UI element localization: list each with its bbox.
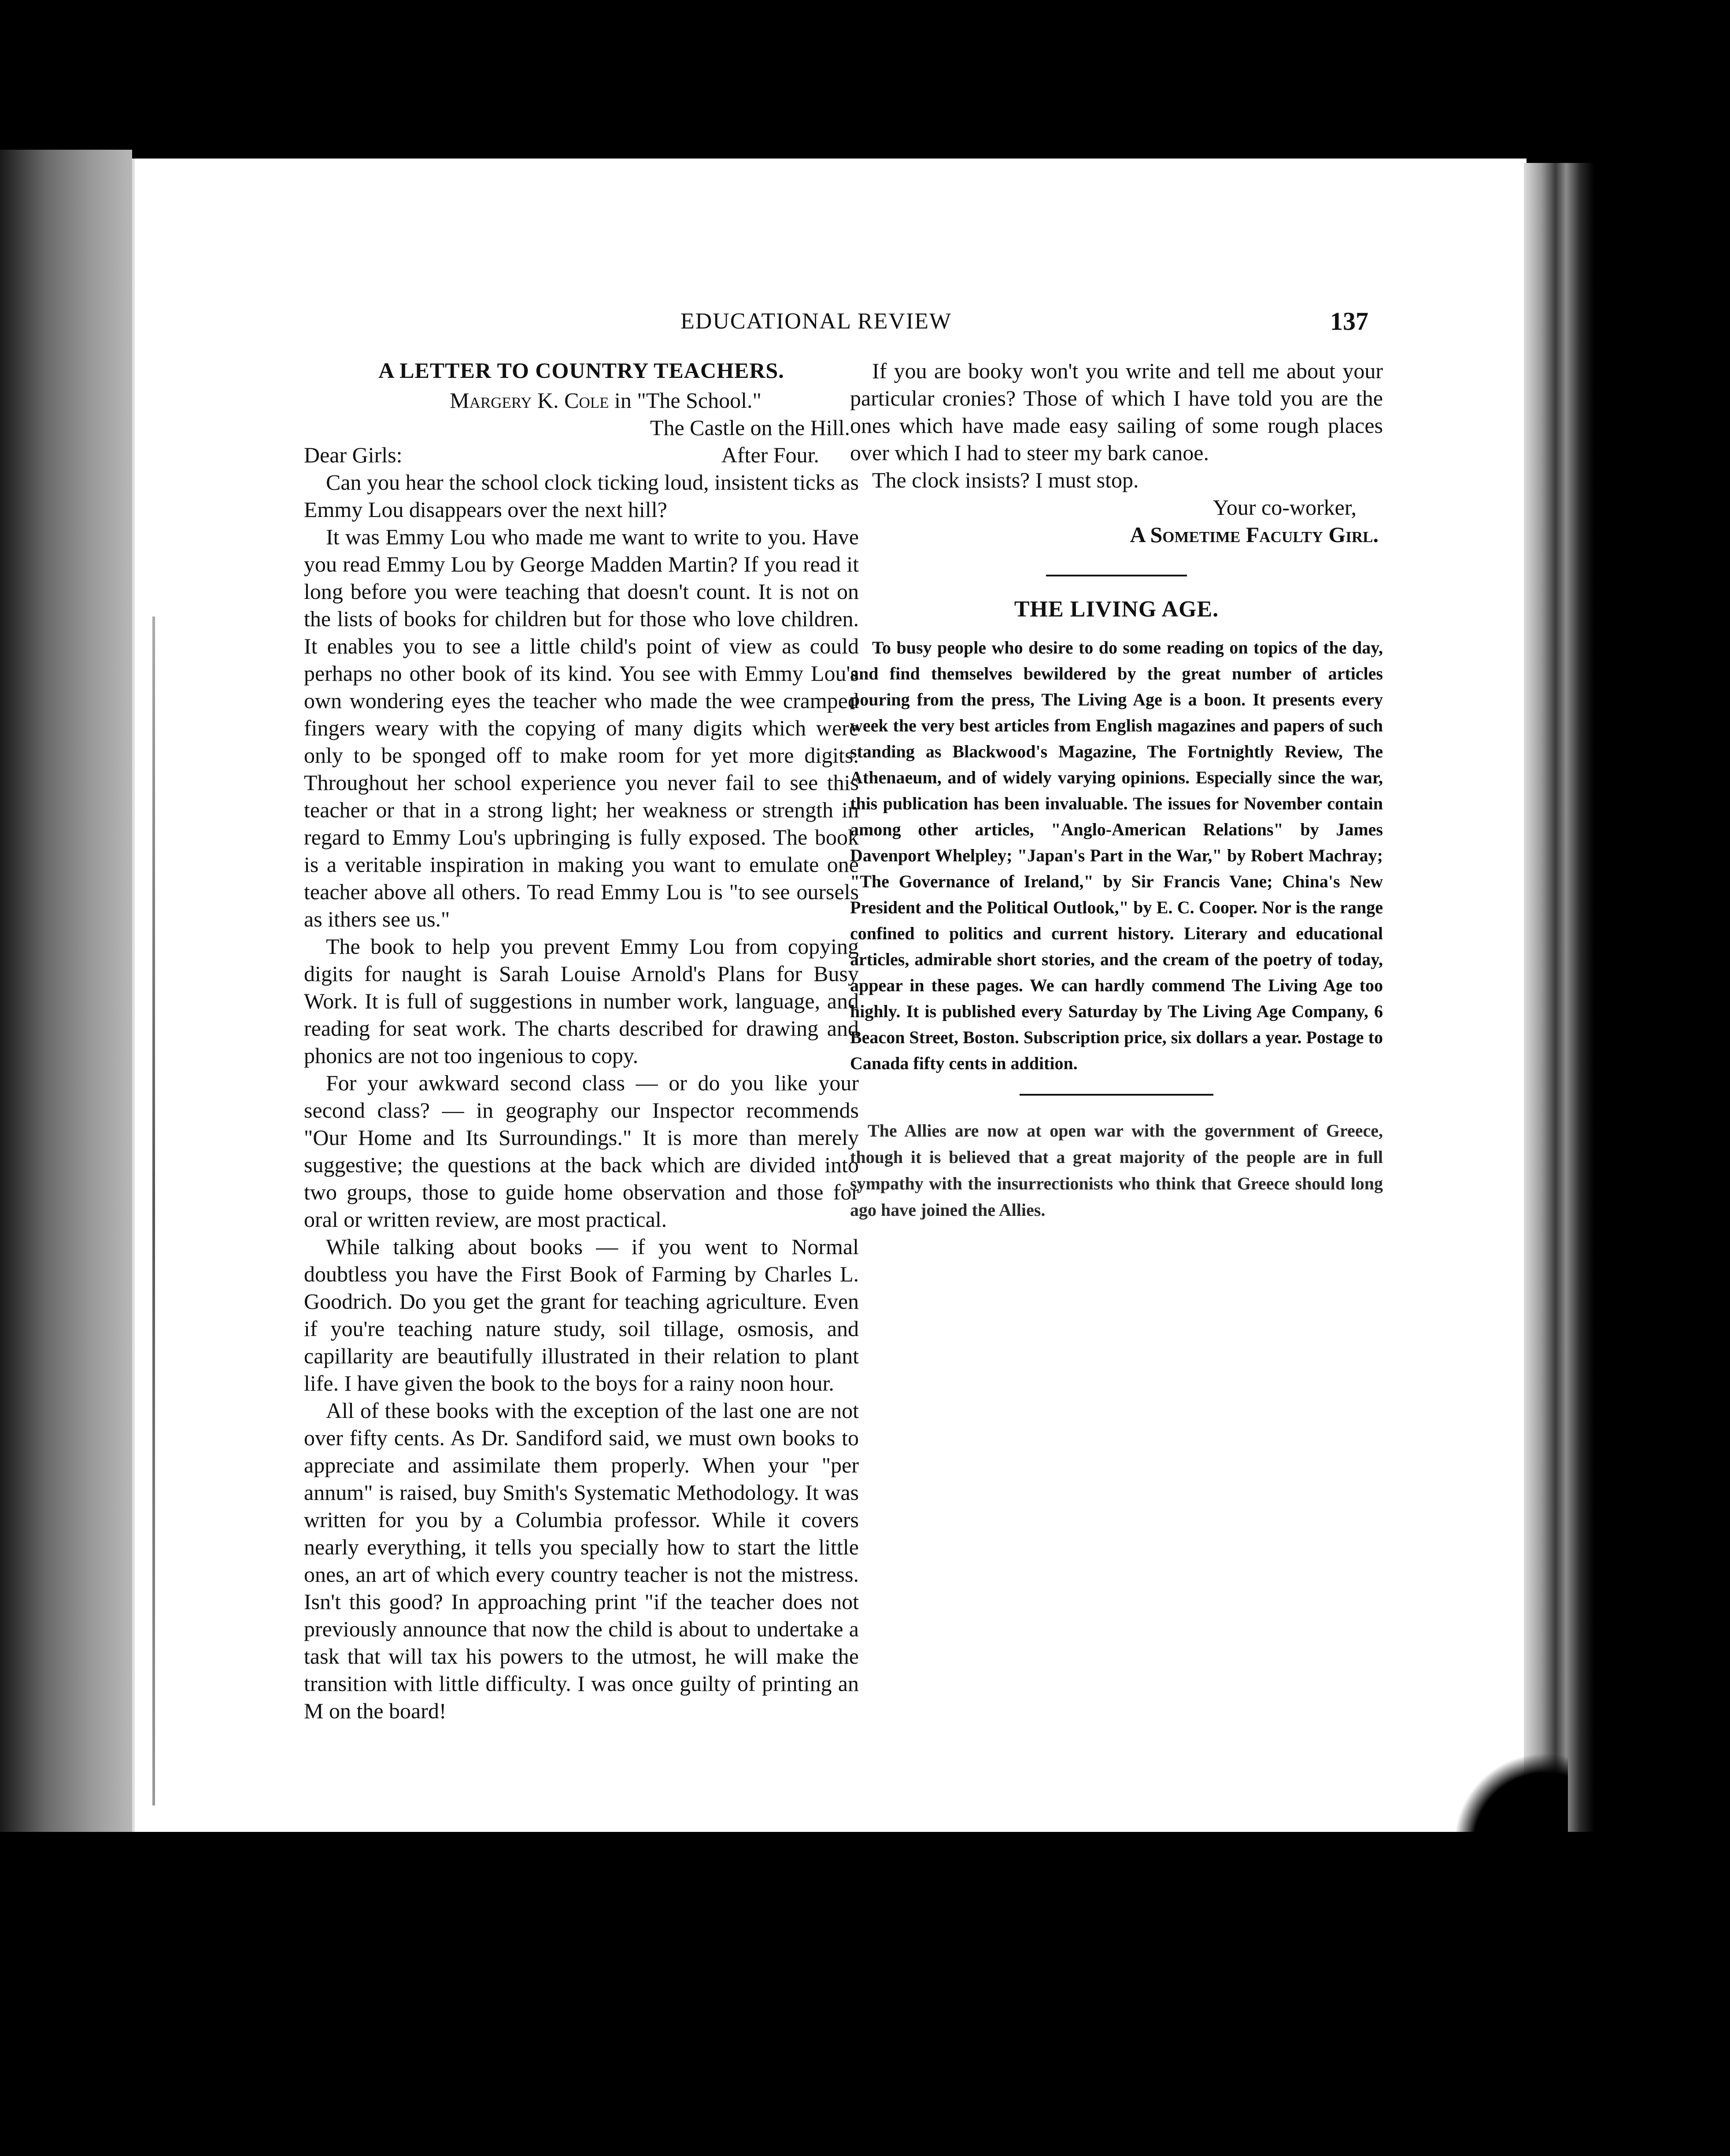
section-divider-2 (1020, 1094, 1213, 1096)
letter-paragraph: Can you hear the school clock ticking loud, insistent ticks as Emmy Lou disappears over the next hill? (304, 470, 859, 522)
page-block-edge (1524, 163, 1594, 1832)
letter-paragraph: All of these books with the exception of the last one are not over fifty cents. As Dr. Sandiford said, we must own books to appreciate and assimilate them properly. When your "per annum" is raised, buy Smith's Systematic Methodology. It was written for you by a Columbia professor. While it covers nearly everything, it tells you specially how to start the little ones, an art of which every country teacher is not the mistress. Isn't this good? In approaching print "if the teacher does not previously announce that now the child is about to undertake a task that will tax his powers to the utmost, he will make the transition with little difficulty. I was once guilty of printing an M on the board! (304, 1398, 859, 1723)
living-age-text: To busy people who desire to do some reading on topics of the day, and find themselves bewildered by the great number of articles pouring from the press, The Living Age is a boon. It presents every week the very best articles from English magazines and papers of such standing as Blackwood's Magazine, The Fortnightly Review, The Athenaeum, and of widely varying opinions. Especially since the war, this publication has been invaluable. The issues for November contain among other articles, "Anglo-American Relations" by James Davenport Whelpley; "Japan's Part in the War," by Robert Machray; "The Governance of Ireland," by Sir Francis Vane; China's New President and the Political Outlook," by E. C. Cooper. Nor is the range confined to politics and current history. Literary and educational articles, admirable short stories, and the cream of the poetry of today, appear in these pages. We can hardly commend The Living Age too highly. It is published every Saturday by The Living Age Company, 6 Beacon Street, Boston. Subscription price, six dollars a year. Postage to Canada fifty cents in addition. (850, 638, 1383, 1073)
salutation-line (304, 441, 859, 469)
gutter-stitching (152, 617, 155, 1805)
salutation: Dear Girls: (304, 443, 403, 467)
letter-paragraph: It was Emmy Lou who made me want to write to you. Have you read Emmy Lou by George Madden Martin? If you read it long before you were teaching that doesn't count. It is not on the lists of books for children but for those who love children. It enables you to see a little child's point of view as could perhaps no other book of its kind. You see with Emmy Lou's own wondering eyes the teacher who made the wee cramped fingers weary with the copying of many digits which were only to be sponged off to make room for yet more digits. Throughout her school experience you never fail to see this teacher or that in a strong light; her weakness or strength in regard to Emmy Lou's upbringing is fully exposed. The book is a veritable inspiration in making you want to emulate one teacher above all others. To read Emmy Lou is "to see oursels as ithers see us." (304, 524, 859, 931)
letter-place: The Castle on the Hill. (650, 415, 850, 440)
letter-source: in "The School." (614, 388, 761, 413)
living-age-title: THE LIVING AGE. (1014, 597, 1219, 622)
letter-paragraph: The clock insists? I must stop. (872, 468, 1139, 492)
left-column (304, 357, 859, 1724)
letter-time: After Four. (721, 443, 819, 467)
letter-author: Margery K. Cole (450, 388, 609, 413)
letter-title: A LETTER TO COUNTRY TEACHERS. (378, 358, 784, 383)
letter-byline (304, 387, 859, 414)
running-head: EDUCATIONAL REVIEW (680, 309, 952, 334)
facing-page (0, 150, 132, 1832)
page-number: 137 (1330, 307, 1368, 336)
letter-signoff: Your co-worker, (1212, 495, 1357, 520)
letter-paragraph: If you are booky won't you write and tell me about your particular cronies? Those of which I have told you are the ones which have made easy sailing of some rough places over which I had to steer my bark canoe. (850, 358, 1383, 465)
page-header (308, 308, 1409, 343)
letter-paragraph: For your awkward second class — or do you like your second class? — in geography our Inspector recommends "Our Home and Its Surroundings." It is more than merely suggestive; the questions at the back which are divided into two groups, those to guide home observation and those for oral or written review, are most practical. (304, 1071, 859, 1232)
letter-signature: A Sometime Faculty Girl. (1130, 522, 1379, 547)
thumb-shadow (1453, 1753, 1568, 1867)
right-column (850, 357, 1383, 1223)
greece-note-text: The Allies are now at open war with the government of Greece, though it is believed that a great majority of the people are in full sympathy with the insurrectionists who think that Greece should long ago have joined the Allies. (850, 1121, 1383, 1220)
section-divider (1046, 575, 1187, 576)
living-age-notice (850, 635, 1383, 1076)
greece-note (850, 1118, 1383, 1223)
letter-paragraph: While talking about books — if you went to Normal doubtless you have the First Book of Farming by Charles L. Goodrich. Do you get the grant for teaching agriculture. Even if you're teaching nature study, soil tillage, osmosis, and capillarity are beautifully illustrated in their relation to plant life. I have given the book to the boys for a rainy noon hour. (304, 1234, 859, 1395)
letter-paragraph: The book to help you prevent Emmy Lou from copying digits for naught is Sarah Louise Arnold's Plans for Busy Work. It is full of suggestions in number work, language, and reading for seat work. The charts described for drawing and phonics are not too ingenious to copy. (304, 934, 859, 1068)
